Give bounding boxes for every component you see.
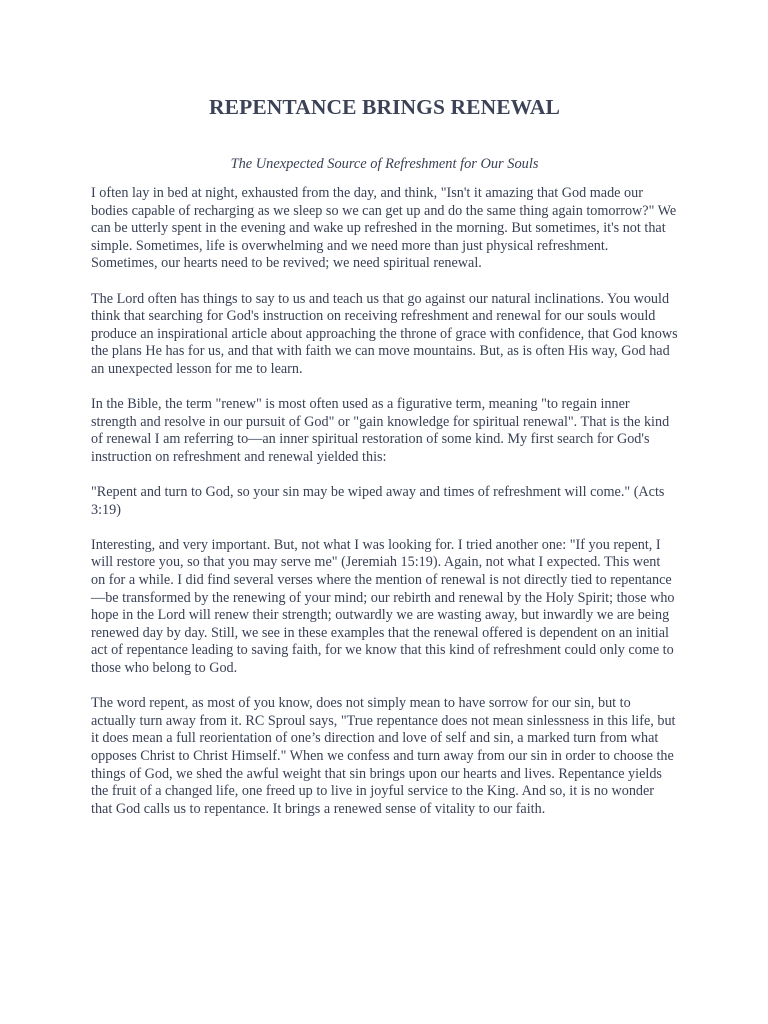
document-body (91, 185, 678, 818)
paragraph-acts-quote: "Repent and turn to God, so your sin may be wiped away and times of refreshment will come." (Acts 3:19) (91, 484, 665, 518)
paragraph-lord-teaches: The Lord often has things to say to us and teach us that go against our natural inclinations. You would think that searching for God's instruction on receiving refreshment and renewal for our souls would produce an inspirational article about approaching the throne of grace with confidence, that God knows the plans He has for us, and that with faith we can move mountains. But, as is often His way, God had an unexpected lesson for me to learn. (91, 290, 678, 377)
paragraph-searching: Interesting, and very important. But, not what I was looking for. I tried another one: "If you repent, I will restore you, so that you may serve me" (Jeremiah 15:19). Again, not what I expected. This went on for a while. I did find several verses where the mention of renewal is not directly tied to repentance—be transformed by the renewing of your mind; our rebirth and renewal by the Holy Spirit; those who hope in the Lord will renew their strength; outwardly we are wasting away, but inwardly we are being renewed day by day. Still, we see in these examples that the renewal offered is dependent on an initial act of repentance leading to saving faith, for we know that this kind of refreshment could only come to those who belong to God. (91, 536, 675, 677)
paragraph-intro: I often lay in bed at night, exhausted from the day, and think, "Isn't it amazing that God made our bodies capable of recharging as we sleep so we can get up and do the same thing again tomorrow?" We can be utterly spent in the evening and wake up refreshed in the morning. But sometimes, it's not that simple. Sometimes, life is overwhelming and we need more than just physical refreshment. Sometimes, our hearts need to be revived; we need spiritual renewal. (91, 185, 677, 272)
paragraph-word-repent: The word repent, as most of you know, does not simply mean to have sorrow for our sin, but to actually turn away from it. RC Sproul says, "True repentance does not mean sinlessness in this life, but it does mean a full reorientation of one’s direction and love of self and sin, a marked turn from what opposes Christ to Christ Himself." When we confess and turn away from our sin in order to choose the things of God, we shed the awful weight that sin brings upon our hearts and lives. Repentance yields the fruit of a changed life, one freed up to live in joyful service to the King. And so, it is no wonder that God calls us to repentance. It brings a renewed sense of vitality to our faith. (91, 695, 676, 817)
document-title: REPENTANCE BRINGS RENEWAL (209, 95, 560, 119)
document-subtitle: The Unexpected Source of Refreshment for Our Souls (230, 156, 539, 172)
paragraph-term-renew: In the Bible, the term "renew" is most often used as a figurative term, meaning "to regain inner strength and resolve in our pursuit of God" or "gain knowledge for spiritual renewal". That is the kind of renewal I am referring to—an inner spiritual restoration of some kind. My first search for God's instruction on refreshment and renewal yielded this: (91, 396, 670, 465)
